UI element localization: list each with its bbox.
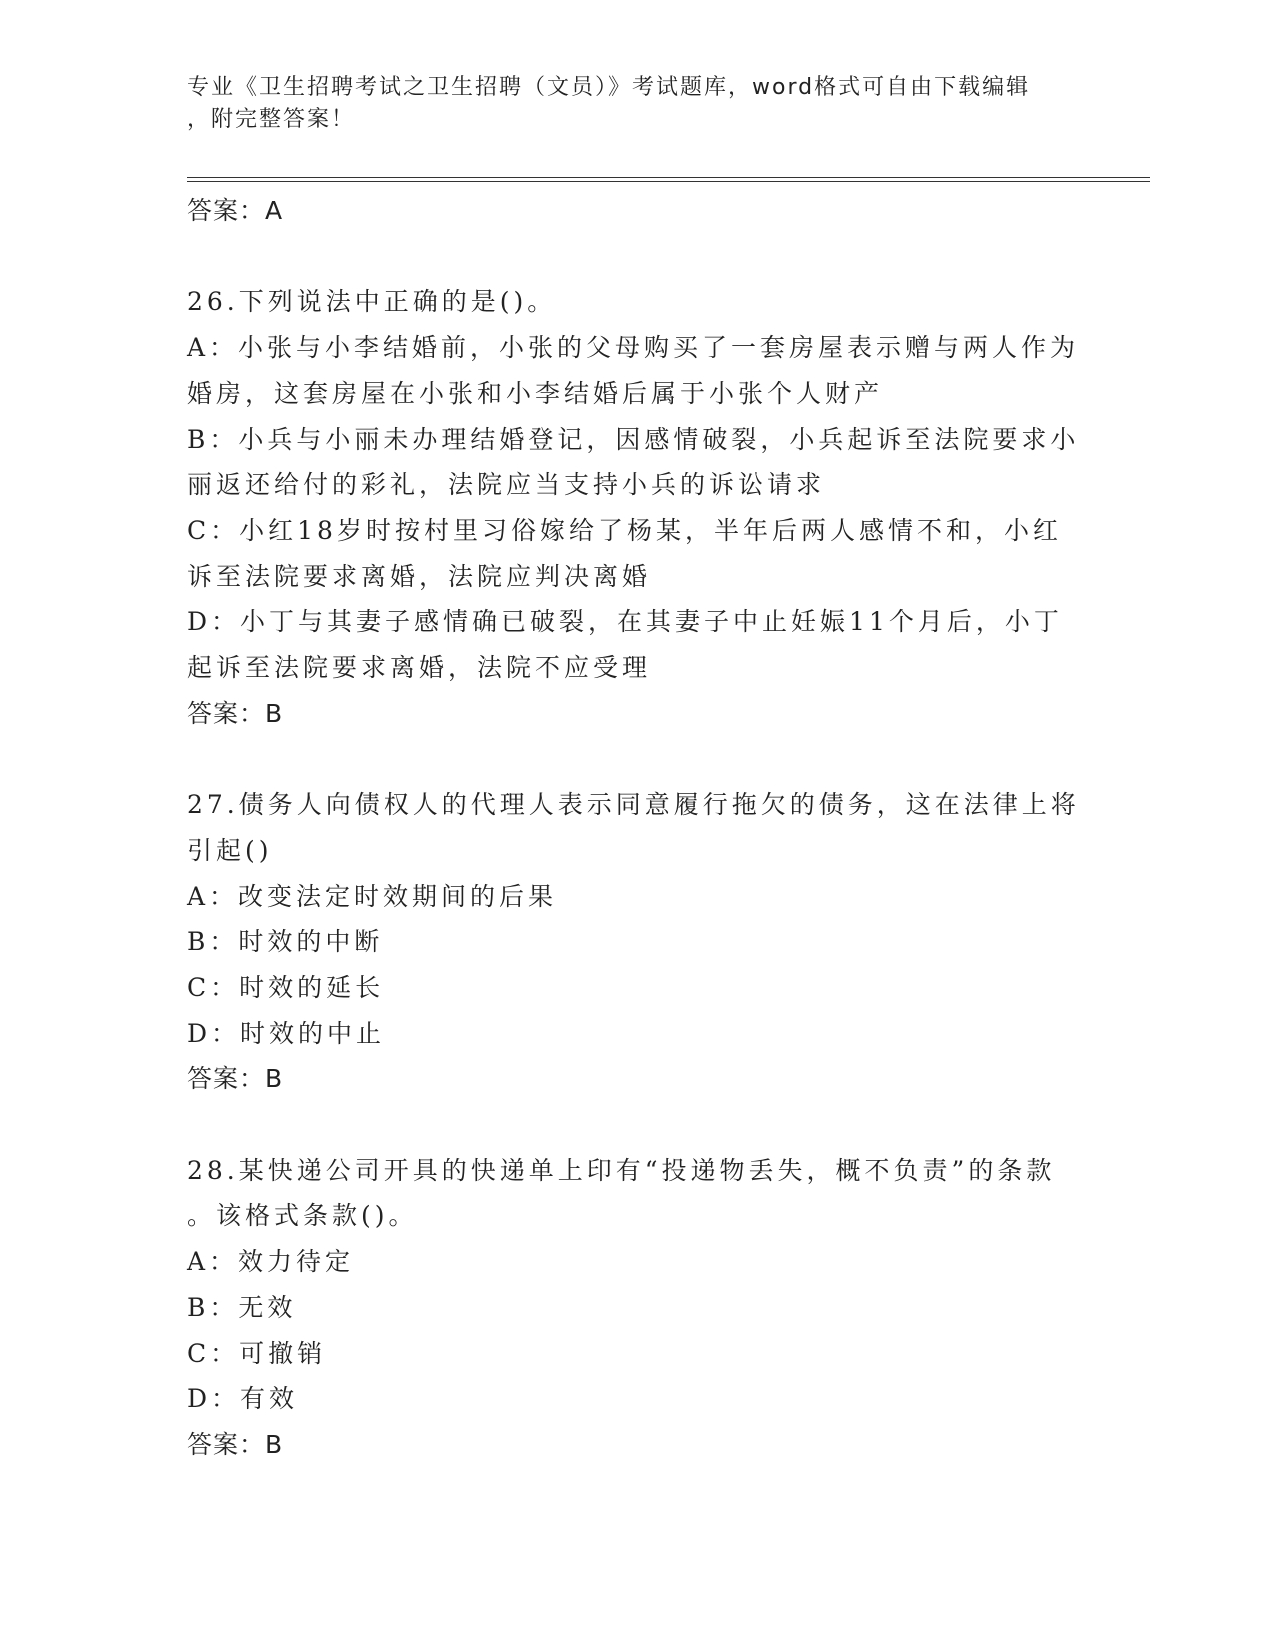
- previous-answer: 答案：A: [187, 196, 284, 225]
- option-a: A：改变法定时效期间的后果: [187, 881, 558, 911]
- option-c-cont: 诉至法院要求离婚，法院应判决离婚: [187, 561, 652, 591]
- option-a: A：效力待定: [187, 1247, 355, 1277]
- answer: 答案：B: [187, 1429, 284, 1459]
- answer: 答案：B: [187, 698, 284, 728]
- question-list: [187, 188, 1087, 1468]
- question-stem: 27.债务人向债权人的代理人表示同意履行拖欠的债务，这在法律上将: [187, 790, 1080, 820]
- spacer: [187, 1102, 1087, 1148]
- header-line-2: ，附完整答案！: [187, 107, 356, 132]
- document-header: [187, 72, 1087, 136]
- question-27: [187, 782, 1087, 1102]
- option-d: D：小丁与其妻子感情确已破裂，在其妻子中止妊娠11个月后，小丁: [187, 607, 1063, 637]
- option-a-cont: 婚房，这套房屋在小张和小李结婚后属于小张个人财产: [187, 378, 884, 408]
- answer: 答案：B: [187, 1064, 284, 1094]
- spacer: [187, 234, 1087, 280]
- question-28: [187, 1148, 1087, 1468]
- option-d-cont: 起诉至法院要求离婚，法院不应受理: [187, 653, 652, 683]
- option-d: D：有效: [187, 1384, 299, 1414]
- option-c: C：小红18岁时按村里习俗嫁给了杨某，半年后两人感情不和，小红: [187, 515, 1062, 545]
- header-divider-bottom: [187, 181, 1150, 182]
- question-stem-cont: 。该格式条款()。: [187, 1201, 418, 1231]
- option-b-cont: 丽返还给付的彩礼，法院应当支持小兵的诉讼请求: [187, 470, 826, 500]
- option-b: B：小兵与小丽未办理结婚登记，因感情破裂，小兵起诉至法院要求小: [187, 424, 1080, 454]
- option-c: C：可撤销: [187, 1338, 327, 1368]
- header-divider-top: [187, 177, 1150, 178]
- option-a: A：小张与小李结婚前，小张的父母购买了一套房屋表示赠与两人作为: [187, 333, 1080, 363]
- question-stem: 26.下列说法中正确的是()。: [187, 287, 557, 317]
- question-stem-cont: 引起(): [187, 835, 273, 865]
- header-line-1: 专业《卫生招聘考试之卫生招聘（文员）》考试题库，word格式可自由下载编辑: [187, 75, 1031, 100]
- option-d: D：时效的中止: [187, 1018, 386, 1048]
- question-26: [187, 279, 1087, 736]
- option-b: B：时效的中断: [187, 927, 384, 957]
- question-stem: 28.某快递公司开具的快递单上印有“投递物丢失，概不负责”的条款: [187, 1155, 1056, 1185]
- spacer: [187, 736, 1087, 782]
- option-b: B：无效: [187, 1292, 297, 1322]
- option-c: C：时效的延长: [187, 972, 385, 1002]
